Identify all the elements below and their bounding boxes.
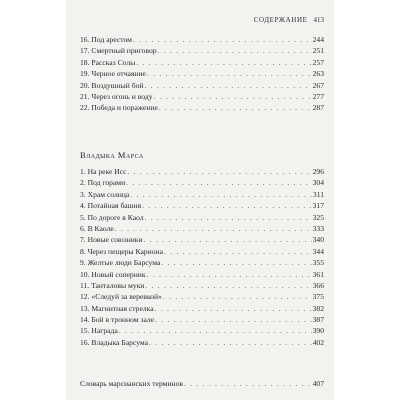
toc-entry-title: 8. Через пещеры Кариона [80,246,163,256]
toc-entry-title: 22. Победа и поражение [80,103,158,113]
toc-entry-page: 407 [312,379,324,388]
toc-entry-title: 16. Под арестом [80,35,132,44]
running-header [254,16,324,24]
toc-entry [80,68,324,79]
toc-entry-title: 18. Рассказ Солы [80,57,136,67]
toc-entry-title: 10. Новый соперник [80,269,146,279]
page-number: 413 [313,16,324,24]
toc-entry [80,200,324,211]
toc-leader-dots [145,280,311,291]
toc-entry-title: 9. Желтые люди Барсума [80,258,161,268]
toc-entry-page: 340 [312,235,324,245]
toc-entry-page: 311 [312,189,324,199]
toc-entry [80,269,324,280]
toc-entry-page: 333 [312,223,324,233]
toc-entry [80,212,324,223]
toc-entry-page: 304 [312,178,324,188]
toc-leader-dots [128,166,312,177]
toc-entry-title: 7. Новые союзники [80,235,143,245]
toc-entry [80,378,324,389]
toc-entry-title: 14. Бой в тронном зале [80,315,155,325]
toc-entry-page: 361 [312,269,324,279]
toc-leader-dots [164,246,312,257]
toc-entry [80,102,324,113]
toc-entry-page: 325 [312,212,324,222]
toc-entry-page: 390 [312,326,324,336]
toc-leader-dots [126,177,311,188]
toc-entry-title: 6. В Каоле [80,223,114,233]
toc-leader-dots [145,212,312,223]
toc-leader-dots [144,234,312,245]
toc-leader-dots [154,91,312,102]
toc-entry [80,166,324,177]
toc-entry-page: 344 [312,246,324,256]
toc-leader-dots [147,269,312,280]
toc-entry-page: 387 [312,315,324,325]
toc-entry [80,34,324,45]
toc-entry-title: 20. Воздушный бой [80,80,144,90]
toc-leader-dots [119,325,312,336]
toc-leader-dots [149,337,312,348]
toc-entry-page: 296 [312,167,324,176]
toc-leader-dots [144,80,311,91]
toc-entry-page: 244 [312,35,324,44]
toc-entry [80,177,324,188]
book-page [66,0,334,400]
toc-entry-page: 402 [312,337,324,347]
toc-entry-page: 263 [312,69,324,79]
running-title: СОДЕРЖАНИЕ [253,16,308,24]
toc-entry-page: 355 [312,258,324,268]
toc-list-part1 [80,34,324,114]
toc-leader-dots [133,34,312,45]
toc-entry-title: Словарь марсианских терминов [80,379,183,388]
toc-entry [80,45,324,56]
toc-entry-title: 4. Потайная башня [80,201,142,211]
toc-entry-title: 16. Владыка Барсума [80,337,149,347]
toc-leader-dots [163,291,312,302]
toc-entry [80,314,324,325]
toc-entry-page: 317 [312,201,324,211]
toc-leader-dots [161,257,311,268]
toc-entry [80,246,324,257]
toc-entry [80,91,324,102]
toc-leader-dots [147,68,312,79]
toc-entry-page: 366 [312,280,324,290]
toc-entry [80,325,324,336]
toc-entry [80,234,324,245]
toc-list-part2 [80,166,324,348]
toc-entry-page: 375 [312,292,324,302]
toc-entry-title: 3. Храм солнца [80,189,130,199]
toc-leader-dots [184,378,312,389]
toc-entry-title: 15. Награда [80,326,118,336]
toc-entry-page: 257 [312,57,324,67]
section-title: Владыка Марса [80,150,144,160]
toc-entry [80,280,324,291]
toc-entry-page: 382 [312,303,324,313]
toc-leader-dots [130,189,312,200]
toc-entry [80,257,324,268]
toc-leader-dots [115,223,312,234]
toc-leader-dots [155,303,312,314]
toc-leader-dots [158,45,312,56]
toc-entry-title: 5. По дороге в Каол [80,212,144,222]
toc-entry-page: 267 [312,80,324,90]
toc-entry-title: 11. Танталовы муки [80,280,145,290]
toc-entry [80,337,324,348]
toc-entry [80,80,324,91]
toc-entry-title: 1. На реке Исс [80,167,127,176]
toc-leader-dots [159,102,312,113]
toc-entry-title: 13. Магнитная стрелка [80,303,154,313]
toc-entry-title: 17. Смертный приговор [80,46,157,56]
toc-entry-title: 2. Под горами [80,178,126,188]
toc-entry [80,303,324,314]
toc-entry-page: 251 [312,46,324,56]
toc-entry-page: 277 [312,91,324,101]
toc-entry-title: 19. Черное отчаяние [80,69,146,79]
toc-entry-title: 12. «Следуй за веревкой» [80,292,162,302]
toc-entry-title: 21. Через огонь и воду [80,91,153,101]
toc-entry [80,189,324,200]
toc-entry [80,291,324,302]
toc-extra-entry [80,378,324,389]
toc-entry [80,223,324,234]
toc-entry [80,57,324,68]
toc-leader-dots [155,314,312,325]
toc-leader-dots [142,200,312,211]
toc-entry-page: 287 [312,103,324,113]
toc-leader-dots [136,57,311,68]
